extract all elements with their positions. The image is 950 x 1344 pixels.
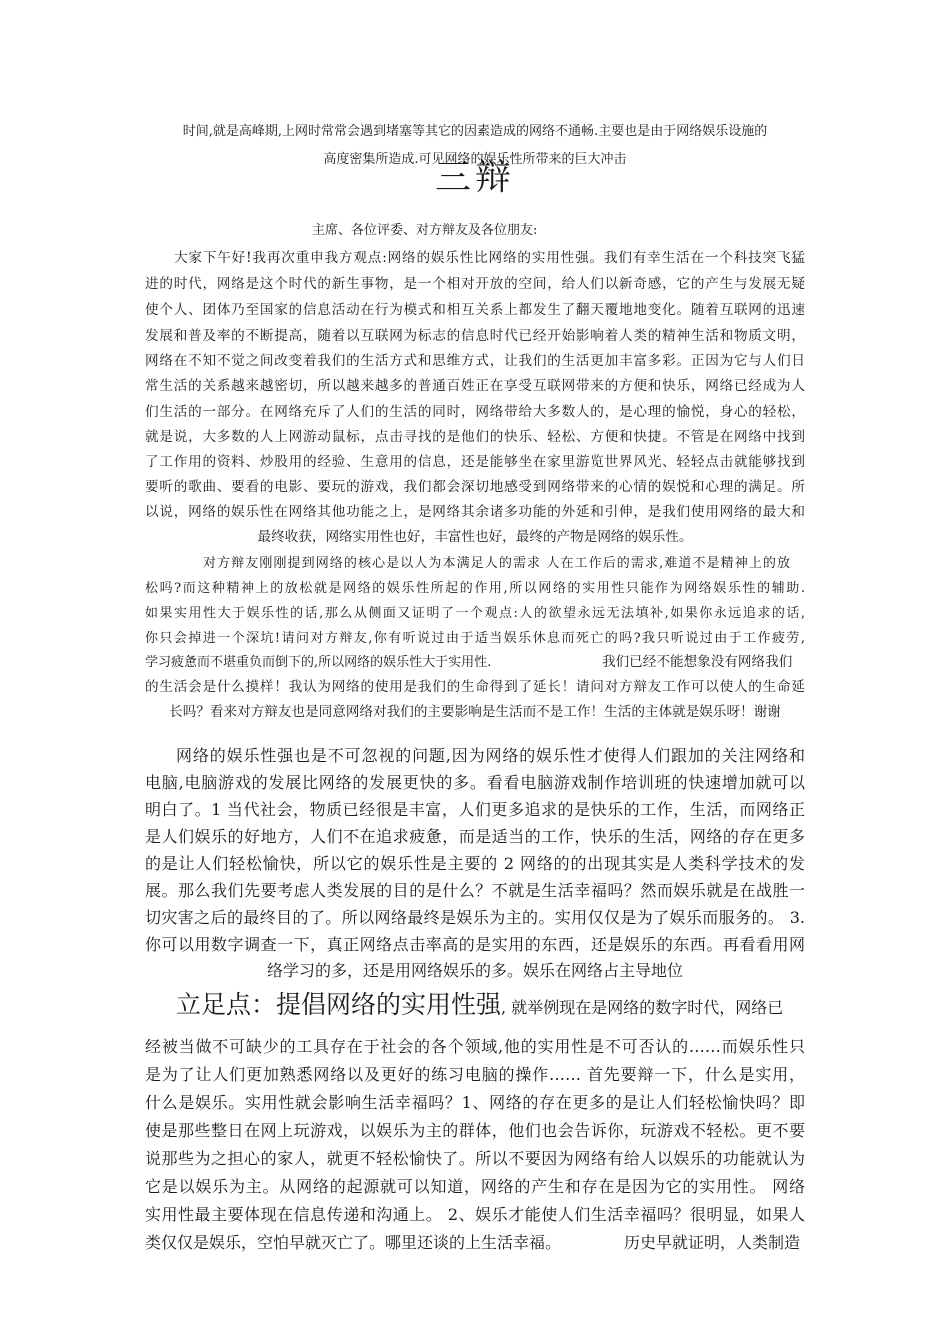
para2-line: 你只会掉进一个深坑!请问对方辩友,你有听说过由于适当娱乐休息而死亡的吗?我只听说过由于工作疲劳, — [145, 631, 805, 646]
para3-line: 明白了。1 当代社会，物质已经很是丰富，人们更多追求的是快乐的工作，生活，而网络正 — [145, 800, 805, 819]
para2-line: 长吗？看来对方辩友也是同意网络对我们的主要影响是生活而不是工作！生活的主体就是娱乐呀！谢谢 — [169, 704, 781, 720]
section2-line: 使是那些整日在网上玩游戏，以娱乐为主的群体，他们也会告诉你，玩游戏不轻松。更不要 — [145, 1121, 805, 1140]
para1-line: 以说，网络的娱乐性在网络其他功能之上，是网络其余诸多功能的外延和引伸，是我们使用网络的最大和 — [145, 504, 805, 520]
para1-line: 最终收获，网络实用性也好，丰富性也好，最终的产物是网络的娱乐性。 — [257, 529, 693, 545]
para3-line: 切灾害之后的最终目的了。所以网络最终是娱乐为主的。实用仅仅是为了娱乐而服务的。 3. — [145, 908, 805, 927]
para2-line: 的生活会是什么摸样！我认为网络的使用是我们的生命得到了延长！请问对方辩友工作可以使人的生命延 — [145, 679, 805, 695]
section2-line: 经被当做不可缺少的工具存在于社会的各个领域,他的实用性是不可否认的……而娱乐性只 — [145, 1037, 805, 1056]
section2-line: 它是以娱乐为主。从网络的起源就可以知道，网络的产生和存在是因为它的实用性。 网络 — [145, 1177, 805, 1196]
para2-line: 如果实用性大于娱乐性的话,那么从侧面又证明了一个观点:人的欲望永远无法填补,如果你永远追求的话, — [145, 606, 805, 621]
para3-line: 展。那么我们先要考虑人类发展的目的是什么？不就是生活幸福吗？然而娱乐就是在战胜一 — [145, 881, 805, 900]
para2-line: 松吗?而这种精神上的放松就是网络的娱乐性所起的作用,所以网络的实用性只能作为网络娱乐性的辅助. — [145, 581, 805, 596]
section2-line: 历史早就证明，人类制造 — [624, 1233, 801, 1252]
section2-line: 实用性最主要体现在信息传递和沟通上。 2、娱乐才能使人们生活幸福吗？很明显，如果人 — [145, 1205, 805, 1224]
para1-line: 常生活的关系越来越密切，所以越来越多的普通百姓正在享受互联网带来的方便和快乐，网络已经成为人 — [145, 378, 805, 394]
para1-line: 使个人、团体乃至国家的信息活动在行为模式和相互关系上都发生了翻天覆地地变化。随着互联网的迅速 — [145, 302, 805, 318]
para1-line: 大家下午好!我再次重申我方观点:网络的娱乐性比网络的实用性强。我们有幸生活在一个科技突飞猛 — [174, 250, 805, 266]
para1-line: 发展和普及率的不断提高，随着以互联网为标志的信息时代已经开始影响着人类的精神生活和物质文明， — [145, 328, 805, 344]
section2-heading: 立足点：提倡网络的实用性强 — [176, 990, 502, 1019]
para3-line: 网络的娱乐性强也是不可忽视的问题,因为网络的娱乐性才使得人们跟加的关注网络和 — [176, 746, 805, 765]
section2-line: 类仅仅是娱乐，空怕早就灭亡了。哪里还谈的上生活幸福。 — [145, 1233, 562, 1252]
para1-line: 要听的歌曲、要看的电影、要玩的游戏，我们都会深切地感受到网络带来的心情的娱悦和心理的满足。所 — [145, 479, 805, 495]
para2-line: 对方辩友刚刚提到网络的核心是以人为本满足人的需求 人在工作后的需求,难道不是精神上的放 — [203, 556, 790, 571]
para3-line: 电脑,电脑游戏的发展比网络的发展更快的多。看看电脑游戏制作培训班的快速增加就可以 — [145, 773, 805, 792]
section2-heading-row — [176, 985, 805, 1025]
para1-line: 了工作用的资料、炒股用的经验、生意用的信息，还是能够坐在家里游览世界风光、轻轻点击就能够找到 — [145, 454, 805, 470]
para1-line: 网络在不知不觉之间改变着我们的生活方式和思维方式，让我们的生活更加丰富多彩。正因为它与人们日 — [145, 353, 805, 369]
para3-line: 的是让人们轻松愉快，所以它的娱乐性是主要的 2 网络的的出现其实是人类科学技术的发 — [145, 854, 805, 873]
para2-line: 我们已经不能想象没有网络我们 — [602, 654, 793, 670]
section2-line: 是为了让人们更加熟悉网络以及更好的练习电脑的操作…… 首先要辩一下，什么是实用， — [145, 1065, 805, 1084]
section2-heading-tail: , 就举例现在是网络的数字时代，网络已 — [501, 998, 784, 1017]
intro-line-1: 时间,就是高峰期,上网时常常会遇到堵塞等其它的因素造成的网络不通畅.主要也是由于网络娱乐设施的 — [182, 124, 768, 139]
para3-line: 你可以用数字调查一下，真正网络点击率高的是实用的东西，还是娱乐的东西。再看看用网 — [145, 935, 805, 954]
intro-line-2: 高度密集所造成.可见网络的娱乐性所带来的巨大冲击 — [323, 152, 627, 167]
para1-line: 就是说，大多数的人上网游动鼠标，点击寻找的是他们的快乐、轻松、方便和快捷。不管是在网络中找到 — [145, 429, 805, 445]
para3-line: 络学习的多，还是用网络娱乐的多。娱乐在网络占主导地位 — [266, 961, 683, 980]
para1-line: 们生活的一部分。在网络充斥了人们的生活的同时，网络带给大多数人的，是心理的愉悦，身心的轻松， — [145, 404, 805, 420]
para1-line: 进的时代，网络是这个时代的新生事物，是一个相对开放的空间，给人们以新奇感，它的产生与发展无疑 — [145, 276, 805, 292]
section2-line: 说那些为之担心的家人，就更不轻松愉快了。所以不要因为网络有给人以娱乐的功能就认为 — [145, 1149, 805, 1168]
salutation: 主席、各位评委、对方辩友及各位朋友: — [312, 223, 538, 238]
para2-line: 学习疲惫而不堪重负而倒下的,所以网络的娱乐性大于实用性. — [145, 655, 492, 670]
para3-line: 是人们娱乐的好地方，人们不在追求疲惫，而是适当的工作，快乐的生活，网络的存在更多 — [145, 827, 805, 846]
page-title: 三辩 — [434, 157, 515, 198]
section2-line: 什么是娱乐。实用性就会影响生活幸福吗？1、网络的存在更多的是让人们轻松愉快吗？即 — [145, 1093, 805, 1112]
